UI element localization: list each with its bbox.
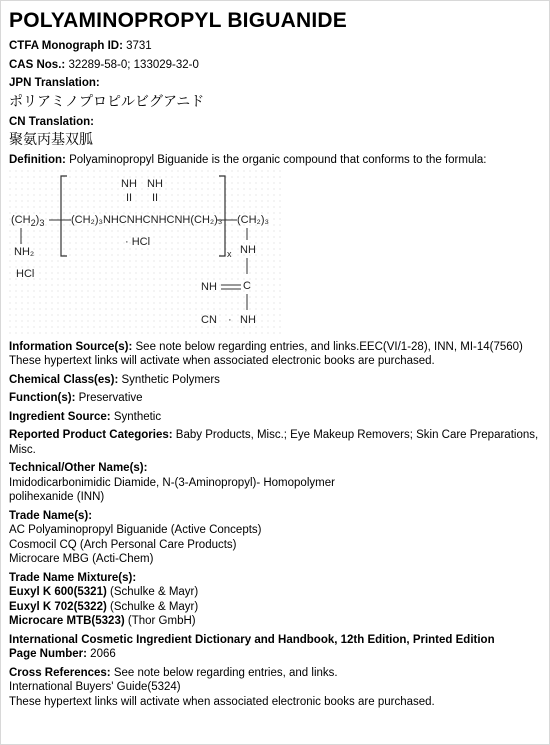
ctfa-row	[9, 39, 544, 54]
hcl-mid: · HCl	[125, 235, 151, 248]
cas-label: CAS Nos.:	[9, 58, 66, 71]
mixtures-row	[9, 571, 544, 629]
trade-item: Cosmocil CQ (Arch Personal Care Products)	[9, 538, 237, 551]
page-title: POLYAMINOPROPYL BIGUANIDE	[9, 9, 347, 32]
eq-mark-2: II	[152, 191, 159, 204]
categories-value: Baby Products, Misc.; Eye Makeup Removers; Skin Care Preparations, Misc.	[9, 429, 539, 456]
functions-row	[9, 391, 544, 406]
cn-value: 聚氨丙基双胍	[9, 132, 93, 148]
trade-label: Trade Name(s):	[9, 509, 93, 522]
info-source-row	[9, 340, 544, 369]
chemical-class-label: Chemical Class(es):	[9, 373, 119, 386]
ch2-left: $(CH_2)_3$	[11, 213, 45, 228]
info-source-value[interactable]: See note below regarding entries, and links.EEC(VI/1-28), INN, MI-14(7560)	[135, 340, 523, 353]
functions-label: Function(s):	[9, 392, 76, 404]
cross-refs-label: Cross References:	[9, 666, 111, 679]
page-number-value: 2066	[90, 648, 116, 660]
x-subscript: x	[227, 248, 232, 259]
definition-value: Polyaminopropyl Biguanide is the organic compound that conforms to the formula:	[69, 154, 487, 166]
cross-refs-row	[9, 666, 544, 710]
categories-label: Reported Product Categories:	[9, 429, 173, 441]
ch2-right: (CH₂)₃	[237, 213, 269, 226]
main-chain: (CH₂)₃NHCNHCNHCNH(CH₂)₃	[71, 213, 223, 226]
info-source-note: These hypertext links will activate when associated electronic books are purchased.	[9, 355, 435, 367]
jpn-value: ポリアミノプロピルビグアニド	[9, 93, 205, 110]
nh2-left: NH₂	[14, 245, 35, 258]
dictionary-title: International Cosmetic Ingredient Dictionary and Handbook, 12th Edition, Printed Edition	[9, 633, 495, 646]
definition-row	[9, 153, 544, 168]
cn-label: CN Translation:	[9, 115, 94, 128]
mixture-item	[9, 585, 544, 600]
dictionary-row	[9, 633, 544, 662]
cas-row	[9, 58, 544, 73]
mixture-maker: (Thor GmbH)	[127, 615, 196, 627]
info-source-label: Information Source(s):	[9, 340, 133, 353]
cas-value: 32289-58-0; 133029-32-0	[68, 58, 199, 71]
cn-group: CN	[201, 313, 217, 326]
mixture-link[interactable]: Euxyl K 600(5321)	[9, 586, 107, 598]
nh-bottom: NH	[240, 313, 256, 326]
technical-row	[9, 461, 544, 505]
jpn-label: JPN Translation:	[9, 77, 100, 89]
cn-row	[9, 115, 544, 150]
technical-label: Technical/Other Name(s):	[9, 462, 148, 474]
monograph-page	[9, 8, 544, 709]
technical-item: polihexanide (INN)	[9, 491, 105, 503]
nh-right: NH	[240, 243, 256, 256]
chemical-class-row	[9, 373, 544, 388]
chemical-class-value: Synthetic Polymers	[121, 373, 220, 386]
mixture-link[interactable]: Microcare MTB(5323)	[9, 615, 125, 627]
cross-refs-note: These hypertext links will activate when associated electronic books are purchased.	[9, 695, 435, 708]
mixture-link[interactable]: Euxyl K 702(5322)	[9, 600, 107, 613]
structural-formula	[9, 170, 284, 338]
eq-mark-1: II	[126, 191, 133, 204]
page-number-label: Page Number:	[9, 648, 87, 660]
nh-eq: NH	[201, 280, 217, 293]
nh-top-2: NH	[147, 177, 163, 190]
cross-refs-value: See note below regarding entries, and links.	[113, 666, 338, 679]
trade-item: Microcare MBG (Acti-Chem)	[9, 553, 154, 565]
technical-item: Imidodicarbonimidic Diamide, N-(3-Aminopropyl)- Homopolymer	[9, 476, 335, 489]
nh-top-1: NH	[121, 177, 137, 190]
jpn-row	[9, 76, 544, 111]
ingredient-source-value: Synthetic	[113, 410, 162, 423]
hcl-left: HCl	[16, 267, 35, 280]
c-atom: C	[243, 279, 251, 292]
definition-label: Definition:	[9, 154, 66, 166]
ingredient-source-row	[9, 410, 544, 425]
ctfa-value: 3731	[126, 40, 152, 52]
mixture-maker: (Schulke & Mayr)	[110, 586, 199, 598]
trade-item: AC Polyaminopropyl Biguanide (Active Concepts)	[9, 524, 262, 536]
mixture-maker: (Schulke & Mayr)	[110, 600, 199, 613]
ingredient-source-label: Ingredient Source:	[9, 410, 111, 423]
mixture-item	[9, 600, 544, 615]
ctfa-label: CTFA Monograph ID:	[9, 40, 123, 52]
trade-row	[9, 509, 544, 567]
buyers-guide-link[interactable]: International Buyers' Guide(5324)	[9, 681, 181, 693]
dot-sep: ·	[228, 313, 232, 326]
mixtures-label: Trade Name Mixture(s):	[9, 571, 137, 584]
mixture-item	[9, 614, 544, 629]
functions-value: Preservative	[78, 392, 143, 404]
categories-row	[9, 428, 544, 457]
